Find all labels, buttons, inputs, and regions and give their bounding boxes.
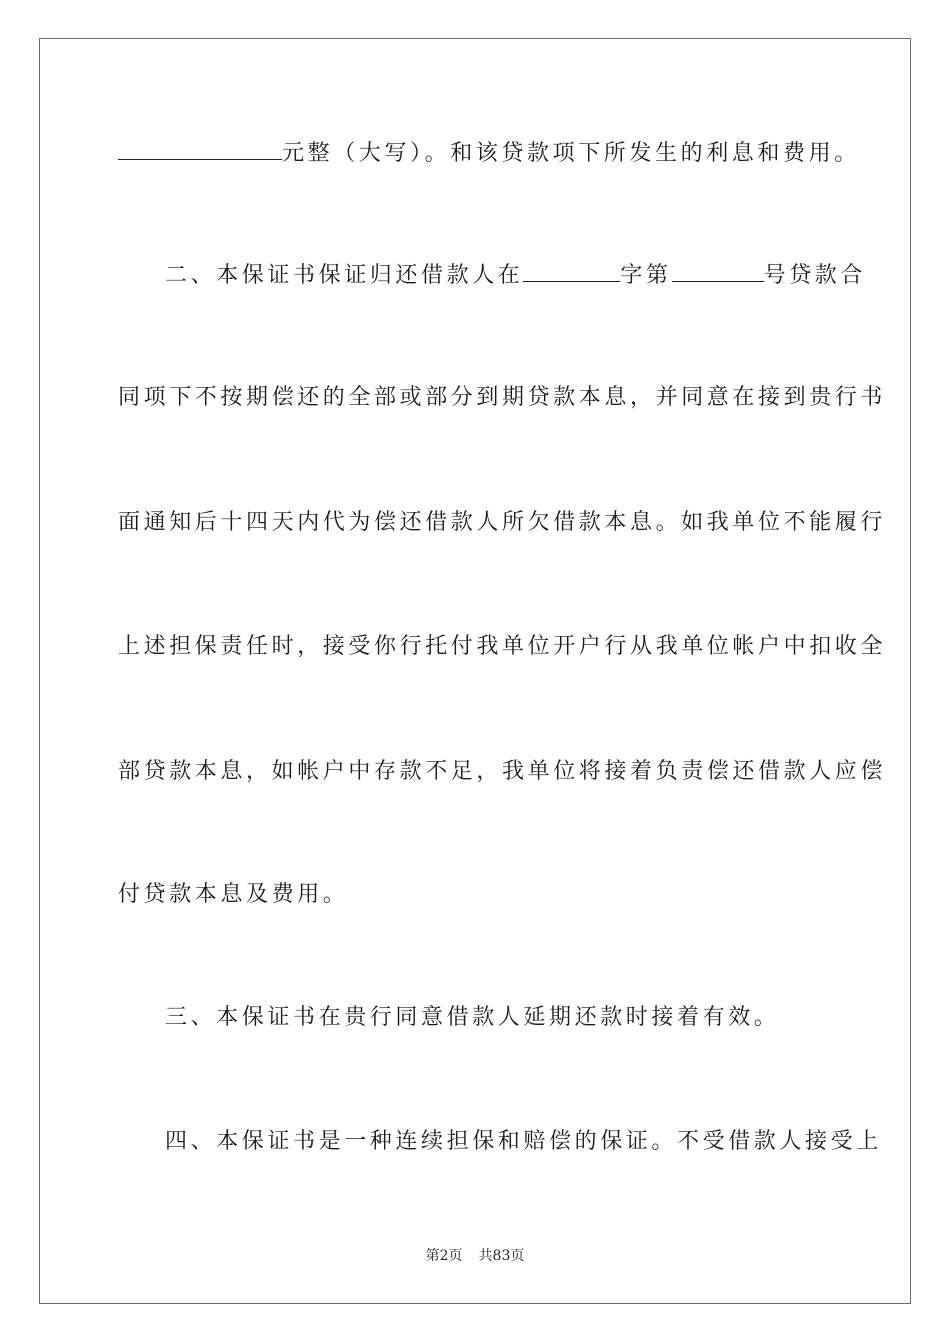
text-line-2 <box>165 261 867 291</box>
text-line-1 <box>118 139 860 169</box>
line-text: 元整（大写）。和该贷款项下所发生的利息和费用。 <box>282 141 860 166</box>
line-text: 号贷款合 <box>763 263 867 288</box>
line-text: 三、本保证书在贵行同意借款人延期还款时接着有效。 <box>165 1005 780 1030</box>
blank-contract-prefix-field <box>523 261 620 282</box>
text-line-5 <box>118 632 887 662</box>
page-total: 共83页 <box>478 1248 525 1264</box>
line-text: 部贷款本息，如帐户中存款不足，我单位将接着负责偿还借款人应偿 <box>118 759 887 784</box>
page-number: 第2页 <box>425 1248 463 1264</box>
line-text: 二、本保证书保证归还借款人在 <box>165 263 524 288</box>
text-line-9 <box>165 1127 882 1157</box>
line-text: 上述担保责任时，接受你行托付我单位开户行从我单位帐户中扣收全 <box>118 634 887 659</box>
text-line-3 <box>118 383 887 413</box>
line-text: 付贷款本息及费用。 <box>118 882 349 907</box>
blank-amount-field <box>118 139 282 160</box>
text-line-8 <box>165 1003 845 1033</box>
line-text: 同项下不按期偿还的全部或部分到期贷款本息，并同意在接到贵行书 <box>118 385 887 410</box>
blank-contract-number-field <box>672 261 764 282</box>
line-text: 字第 <box>620 263 672 288</box>
text-line-6 <box>118 757 887 787</box>
page-border <box>39 38 911 1304</box>
line-text: 四、本保证书是一种连续担保和赔偿的保证。不受借款人接受上 <box>165 1129 882 1154</box>
text-line-4 <box>118 508 887 538</box>
line-text: 面通知后十四天内代为偿还借款人所欠借款本息。如我单位不能履行 <box>118 510 887 535</box>
page-footer <box>0 1246 950 1266</box>
text-line-7 <box>118 880 838 910</box>
